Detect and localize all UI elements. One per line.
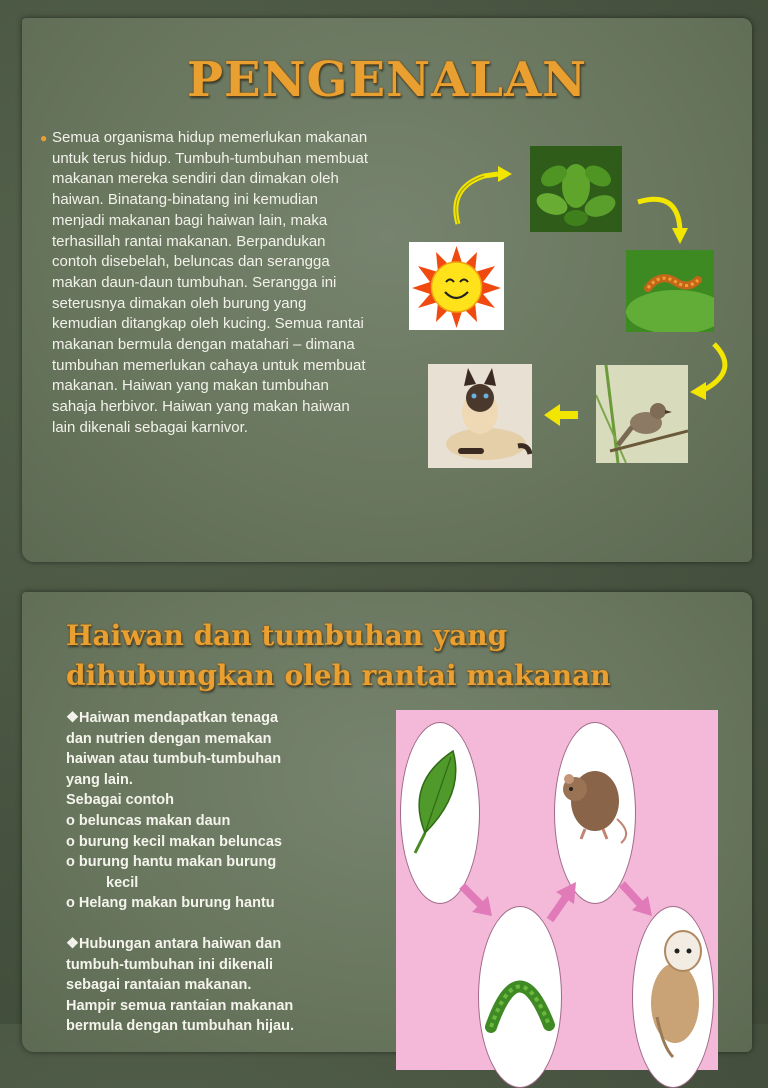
text-line: dan nutrien dengan memakan xyxy=(66,730,272,747)
text-line: tumbuh-tumbuhan ini dikenali xyxy=(66,956,274,973)
slide-food-chain xyxy=(22,592,752,1052)
text-line: ❖Haiwan mendapatkan tenaga xyxy=(66,710,279,726)
intro-text-block xyxy=(40,128,370,439)
plant-image xyxy=(530,146,622,232)
slide-pengenalan xyxy=(22,18,752,562)
leaf-image xyxy=(400,722,480,904)
caterpillar-image xyxy=(626,250,714,332)
list-item: o beluncas makan daun xyxy=(66,812,231,829)
bullet-icon: ● xyxy=(40,131,48,145)
list-item-continuation: kecil xyxy=(106,874,139,891)
slide-title: Haiwan dan tumbuhan yang dihubungkan oleh rantai makanan xyxy=(66,619,611,692)
text-line: haiwan atau tumbuh-tumbuhan xyxy=(66,751,282,768)
list-item: o Helang makan burung hantu xyxy=(66,895,275,912)
arrow-caterpillar-to-bird-icon xyxy=(684,340,738,402)
arrow-caterpillar-to-rat-icon xyxy=(542,880,582,924)
arrow-sun-to-plant-icon xyxy=(446,158,518,228)
rat-image xyxy=(554,722,636,904)
list-item: o burung kecil makan beluncas xyxy=(66,833,282,850)
text-line: yang lain. xyxy=(66,771,133,788)
intro-paragraph: Semua organisma hidup memerlukan makanan untuk terus hidup. Tumbuh-tumbuhan membuat makanan mereka sendiri dan dimakan oleh haiwan. Binatang-binatang ini kemudian menjadi makanan bagi haiwan lain, maka terhasillah rantai makanan. Berpandukan contoh disebelah, beluncas dan serangga makan daun-daun tumbuhan. Serangga ini seterusnya dimakan oleh burung yang kemudian ditangkap oleh kucing. Semua rantai makanan bermula dengan matahari – dimana tumbuhan memerlukan cahaya untuk membuat makanan. Haiwan yang makan tumbuhan sahaja herbivor. Haiwan yang makan haiwan lain dikenali sebagai karnivor. xyxy=(52,129,369,436)
bird-image xyxy=(596,365,688,463)
arrow-rat-to-owl-icon xyxy=(618,880,658,920)
text-line: ❖Hubungan antara haiwan dan xyxy=(66,935,282,952)
food-chain-diagram xyxy=(396,710,718,1070)
food-chain-text-block xyxy=(66,708,356,1037)
text-line: bermula dengan tumbuhan hijau. xyxy=(66,1018,294,1035)
slide-title: PENGENALAN xyxy=(186,52,588,108)
list-item: o burung hantu makan burung xyxy=(66,854,277,871)
arrow-leaf-to-caterpillar-icon xyxy=(458,882,498,922)
owl-image xyxy=(632,906,714,1088)
arrow-plant-to-caterpillar-icon xyxy=(634,190,694,248)
text-line: sebagai rantaian makanan. xyxy=(66,977,252,994)
arrow-bird-to-cat-icon xyxy=(544,404,580,426)
text-line: Sebagai contoh xyxy=(66,792,174,809)
text-line: Hampir semua rantaian makanan xyxy=(66,997,294,1014)
sun-image xyxy=(409,242,504,330)
cat-image xyxy=(428,364,532,468)
caterpillar-image xyxy=(478,906,562,1088)
